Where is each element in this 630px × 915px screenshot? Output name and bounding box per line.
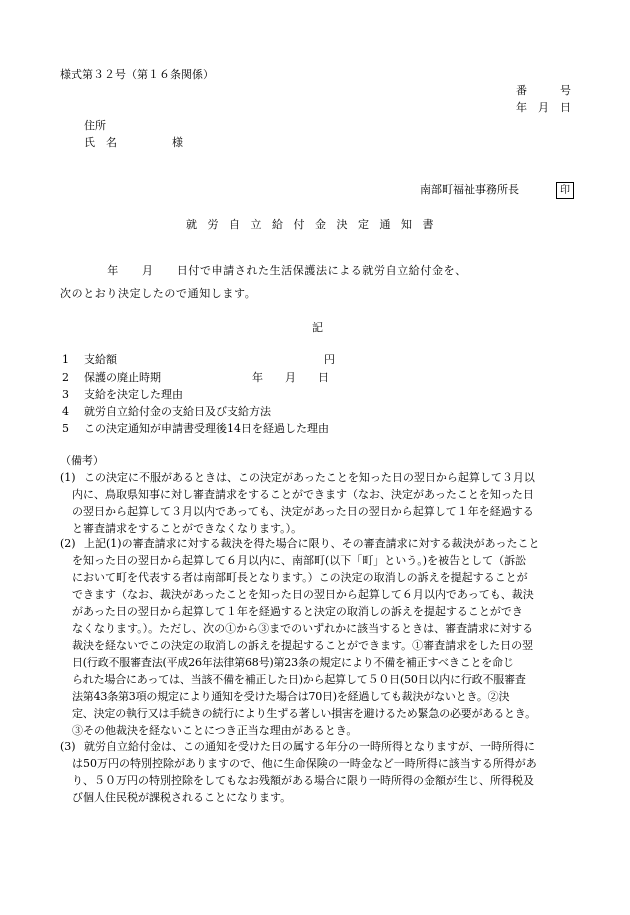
note-number: (3): [60, 740, 76, 753]
intro-line-2: 次のとおり決定したので通知します。: [60, 287, 257, 300]
document-title: 就労自立給付金決定通知書: [186, 218, 444, 231]
note-line: があった日の翌日から起算して１年を経過すると決定の取消しの訴えを提起することができ: [72, 605, 523, 618]
remarks-heading: （備考）: [60, 454, 104, 467]
note-line: 就労自立給付金は、この通知を受けた日の属する年分の一時所得となりますが、一時所得に: [84, 740, 535, 753]
note-number: (1): [60, 471, 76, 484]
note-line: と審査請求をすることができなくなります。）。: [72, 522, 303, 535]
note-line: 定、決定の執行又は手続きの続行により生ずる著しい損害を避けるため緊急の必要があるとき。: [72, 707, 536, 720]
item-number: 4: [62, 405, 69, 418]
issuer-name: 南部町福祉事務所長: [420, 183, 519, 196]
note-line: 内に、鳥取県知事に対し審査請求をすることができます（なお、決定があったことを知った日: [72, 488, 534, 501]
note-line: なくなります。）。ただし、次の①から③までのいずれかに該当するときは、審査請求に対する: [72, 622, 534, 635]
item-number: 3: [62, 388, 69, 401]
address-label: 住所: [84, 119, 106, 132]
note-line: 法第43条第3項の規定により通知を受けた場合は70日)を経過しても裁決がないとき。②決: [72, 690, 510, 703]
note-line: び個人住民税が課税されることになります。: [72, 791, 292, 804]
item-reason: 支給を決定した理由: [84, 388, 183, 401]
item-amount: 支給額: [84, 353, 117, 366]
document-number-label: 番 号: [516, 84, 571, 97]
item-payment-method: 就労自立給付金の支給日及び支給方法: [84, 405, 271, 418]
item-number: 2: [62, 371, 69, 384]
item-protection-end-date: 年 月 日: [252, 371, 329, 384]
note-line: り、５０万円の特別控除をしてもなお残額がある場合に限り一時所得の金額が生じ、所得税及: [72, 774, 534, 787]
item-number: 1: [62, 353, 69, 366]
note-line: 裁決を経ないでこの決定の取消しの訴えを提起することができます。①審査請求をした日の翌: [72, 639, 534, 652]
item-number: 5: [62, 422, 69, 435]
note-line: において町を代表する者は南部町長となります。）この決定の取消しの訴えを提起することが: [72, 571, 528, 584]
note-line: できます（なお、裁決があったことを知った日の翌日から起算して６月以内であっても、裁決: [72, 588, 534, 601]
item-amount-unit: 円: [324, 353, 335, 366]
note-line: を知った日の翌日から起算して６月以内に、南部町(以下「町」という。)を被告として（訴訟: [72, 554, 527, 567]
item-protection-end: 保護の廃止時期: [84, 371, 161, 384]
note-line: この決定に不服があるときは、この決定があったことを知った日の翌日から起算して３月以: [84, 471, 535, 484]
ki-heading: 記: [312, 321, 323, 334]
note-line: の翌日から起算して３月以内であっても、決定があった日の翌日から起算して１年を経過する: [72, 505, 534, 518]
seal-stamp: 印: [556, 182, 574, 199]
note-number: (2): [60, 537, 76, 550]
form-number: 様式第３２号（第１６条関係）: [60, 68, 214, 81]
date-label: 年 月 日: [516, 101, 571, 114]
intro-line-1: 年 月 日付で申請された生活保護法による就労自立給付金を、: [84, 264, 467, 277]
note-line: ③その他裁決を経ないことにつき正当な理由があるとき。: [72, 724, 358, 737]
item-delay-reason: この決定通知が申請書受理後14日を経過した理由: [84, 422, 329, 435]
note-line: 上記(1)の審査請求に対する裁決を得た場合に限り、その審査請求に対する裁決があったこと: [84, 537, 540, 550]
recipient-name-label: 氏 名 様: [84, 136, 183, 149]
note-line: られた場合にあっては、当該不備を補正した日)から起算して５０日(50日以内に行政不服審査: [72, 673, 526, 686]
note-line: 日(行政不服審査法(平成26年法律第68号)第23条の規定により不備を補正すべきことを命じ: [72, 656, 514, 669]
note-line: は50万円の特別控除がありますので、他に生命保険の一時金など一時所得に該当する所得があ: [72, 757, 537, 770]
